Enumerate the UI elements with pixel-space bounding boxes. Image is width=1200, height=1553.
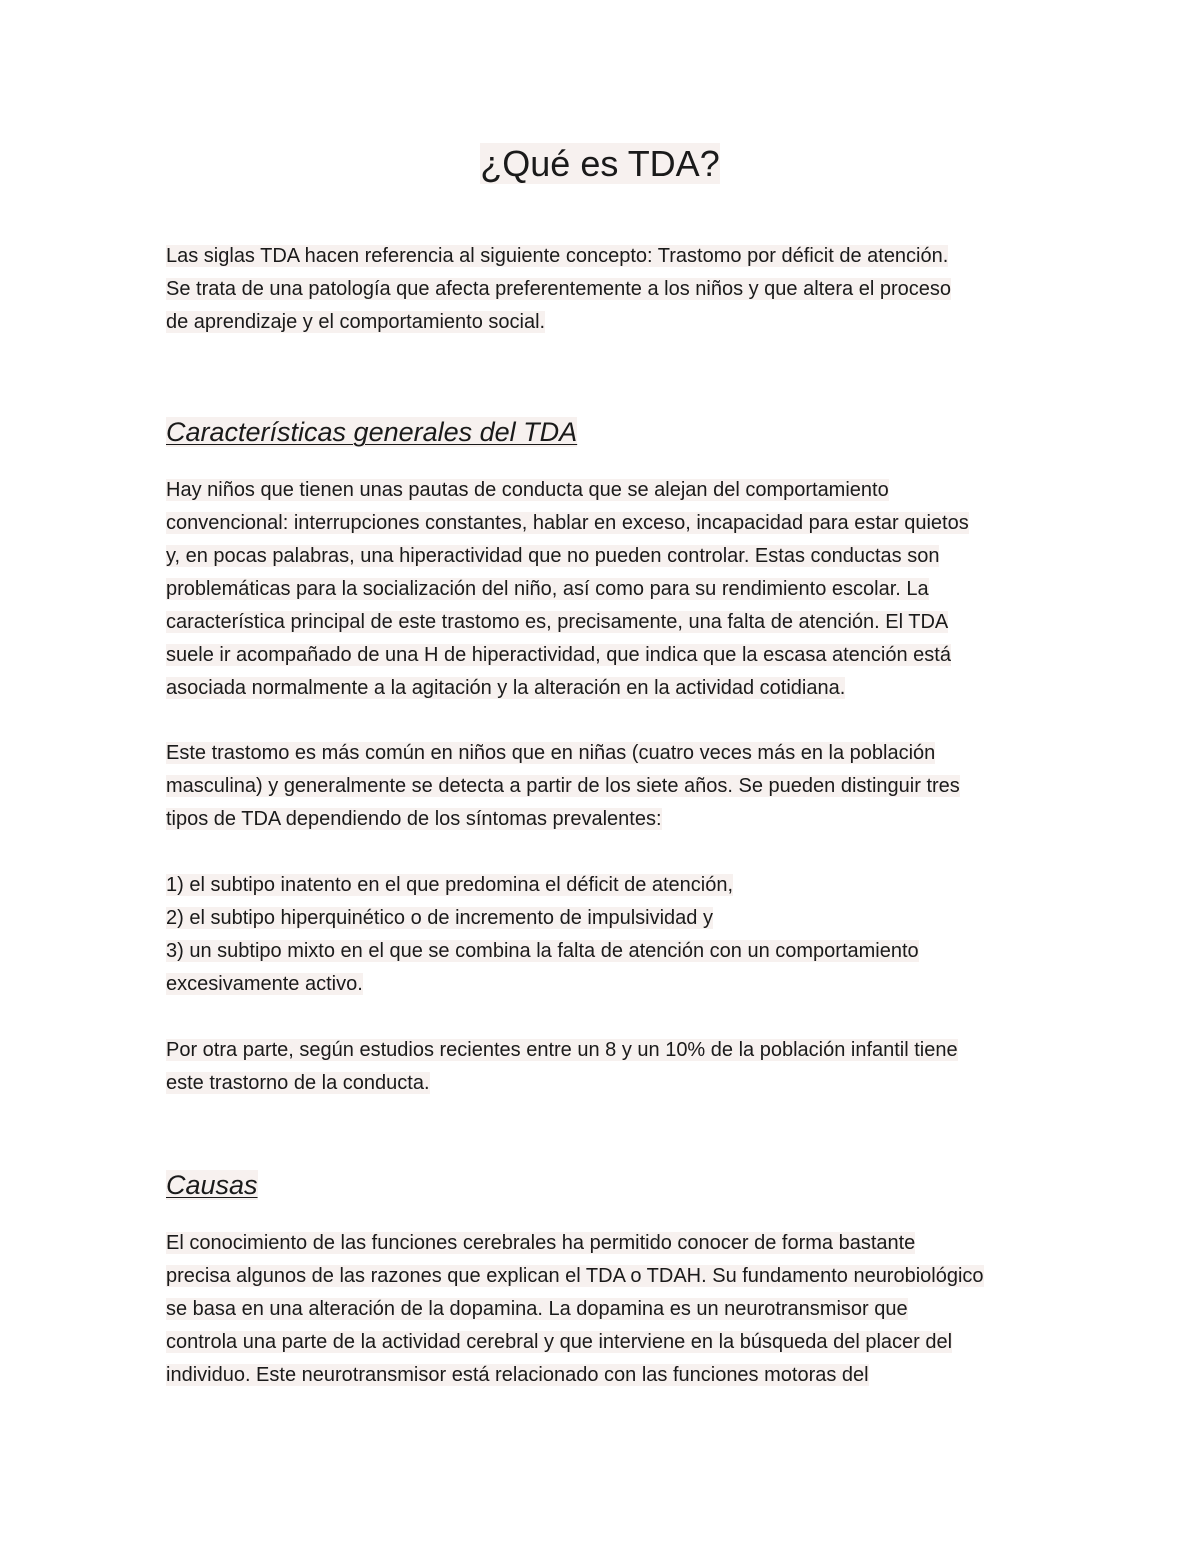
paragraph-line: El conocimiento de las funciones cerebrales ha permitido conocer de forma bastante [166, 1232, 916, 1254]
list-item: 1) el subtipo inatento en el que predomina el déficit de atención, [166, 874, 734, 896]
paragraph-line: Hay niños que tienen unas pautas de conducta que se alejan del comportamiento [166, 479, 889, 501]
caracteristicas-paragraph-1 [166, 474, 1046, 705]
paragraph-line: asociada normalmente a la agitación y la alteración en la actividad cotidiana. [166, 677, 846, 699]
list-item: excesivamente activo. [166, 973, 363, 995]
paragraph-line: suele ir acompañado de una H de hiperactividad, que indica que la escasa atención está [166, 644, 951, 666]
caracteristicas-paragraph-3 [166, 1034, 1046, 1100]
paragraph-line: problemáticas para la socialización del niño, así como para su rendimiento escolar. La [166, 578, 929, 600]
paragraph-line: convencional: interrupciones constantes, hablar en exceso, incapacidad para estar quietos [166, 512, 969, 534]
page-title-text: ¿Qué es TDA? [480, 143, 720, 184]
paragraph-line: Este trastomo es más común en niños que en niñas (cuatro veces más en la población [166, 742, 936, 764]
paragraph-line: Por otra parte, según estudios recientes entre un 8 y un 10% de la población infantil tiene [166, 1039, 958, 1061]
intro-paragraph [166, 240, 1046, 339]
subtipos-list [166, 869, 1046, 1001]
paragraph-line: este trastorno de la conducta. [166, 1072, 430, 1094]
list-item: 2) el subtipo hiperquinético o de incremento de impulsividad y [166, 907, 713, 929]
paragraph-line: y, en pocas palabras, una hiperactividad que no pueden controlar. Estas conductas son [166, 545, 940, 567]
paragraph-line: Se trata de una patología que afecta preferentemente a los niños y que altera el proceso [166, 278, 951, 300]
list-item: 3) un subtipo mixto en el que se combina la falta de atención con un comportamiento [166, 940, 919, 962]
paragraph-line: masculina) y generalmente se detecta a partir de los siete años. Se pueden distinguir tres [166, 775, 960, 797]
paragraph-line: de aprendizaje y el comportamiento social. [166, 311, 546, 333]
paragraph-line: tipos de TDA dependiendo de los síntomas prevalentes: [166, 808, 662, 830]
paragraph-line: controla una parte de la actividad cerebral y que interviene en la búsqueda del placer del [166, 1331, 953, 1353]
paragraph-line: característica principal de este trastomo es, precisamente, una falta de atención. El TDA [166, 611, 949, 633]
page-title [0, 138, 1200, 190]
paragraph-line: Las siglas TDA hacen referencia al siguiente concepto: Trastomo por déficit de atención. [166, 245, 949, 267]
section-heading-causas: Causas [166, 1170, 258, 1200]
paragraph-line: individuo. Este neurotransmisor está relacionado con las funciones motoras del [166, 1364, 869, 1386]
section-heading-caracteristicas: Características generales del TDA [166, 417, 578, 447]
paragraph-line: precisa algunos de las razones que explican el TDA o TDAH. Su fundamento neurobiológico [166, 1265, 984, 1287]
causas-paragraph-1 [166, 1227, 1046, 1392]
caracteristicas-paragraph-2 [166, 737, 1046, 836]
paragraph-line: se basa en una alteración de la dopamina. La dopamina es un neurotransmisor que [166, 1298, 908, 1320]
